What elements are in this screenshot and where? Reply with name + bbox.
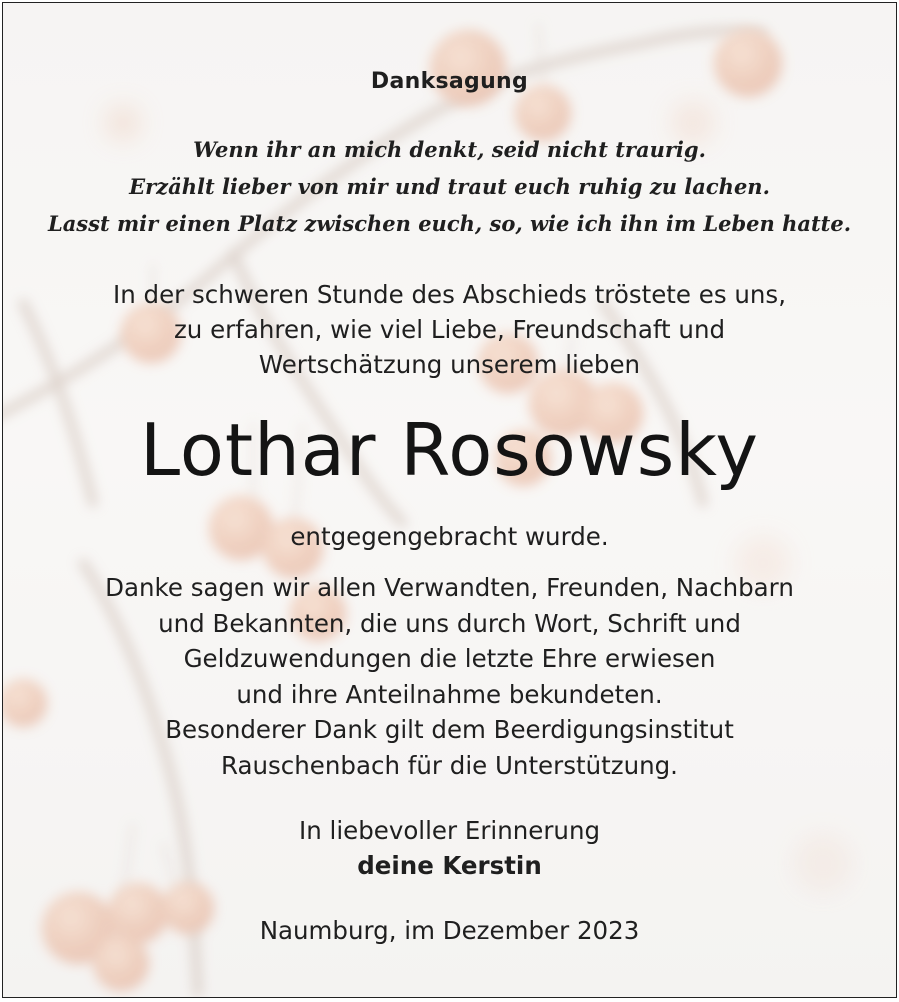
thanks-line: Danke sagen wir allen Verwandten, Freunden, Nachbarn — [105, 573, 794, 602]
thanks-paragraph — [3, 570, 896, 783]
thanks-line: und Bekannten, die uns durch Wort, Schrift und — [158, 608, 741, 638]
obituary-card — [2, 2, 897, 998]
intro-paragraph — [3, 277, 896, 382]
after-name-line: entgegengebracht wurde. — [290, 522, 609, 551]
thanks-line: Rauschenbach für die Unterstützung. — [221, 750, 678, 780]
notice-text — [3, 3, 896, 997]
verse-line: Lasst mir einen Platz zwischen euch, so, wie ich ihn im Leben hatte. — [47, 211, 852, 236]
verse-line: Erzählt lieber von mir und traut euch ruhig zu lachen. — [129, 174, 770, 199]
signature: deine Kerstin — [357, 851, 542, 880]
intro-line: In der schweren Stunde des Abschieds tröstete es uns, — [113, 280, 786, 309]
intro-line: zu erfahren, wie viel Liebe, Freundschaft und — [173, 315, 726, 344]
verse-line: Wenn ihr an mich denkt, seid nicht traurig. — [193, 137, 706, 162]
thanks-line: Geldzuwendungen die letzte Ehre erwiesen — [183, 644, 716, 673]
deceased-name: Lothar Rosowsky — [140, 408, 759, 492]
closing-block — [3, 813, 896, 883]
notice-heading: Danksagung — [370, 69, 529, 94]
thanks-line: Besonderer Dank gilt dem Beerdigungsinstitut — [165, 715, 734, 744]
intro-line: Wertschätzung unserem lieben — [258, 350, 641, 379]
place-and-date: Naumburg, im Dezember 2023 — [259, 916, 640, 945]
closing-line: In liebevoller Erinnerung — [298, 816, 601, 845]
memorial-verse — [3, 131, 896, 242]
thanks-line: und ihre Anteilnahme bekundeten. — [236, 679, 663, 709]
